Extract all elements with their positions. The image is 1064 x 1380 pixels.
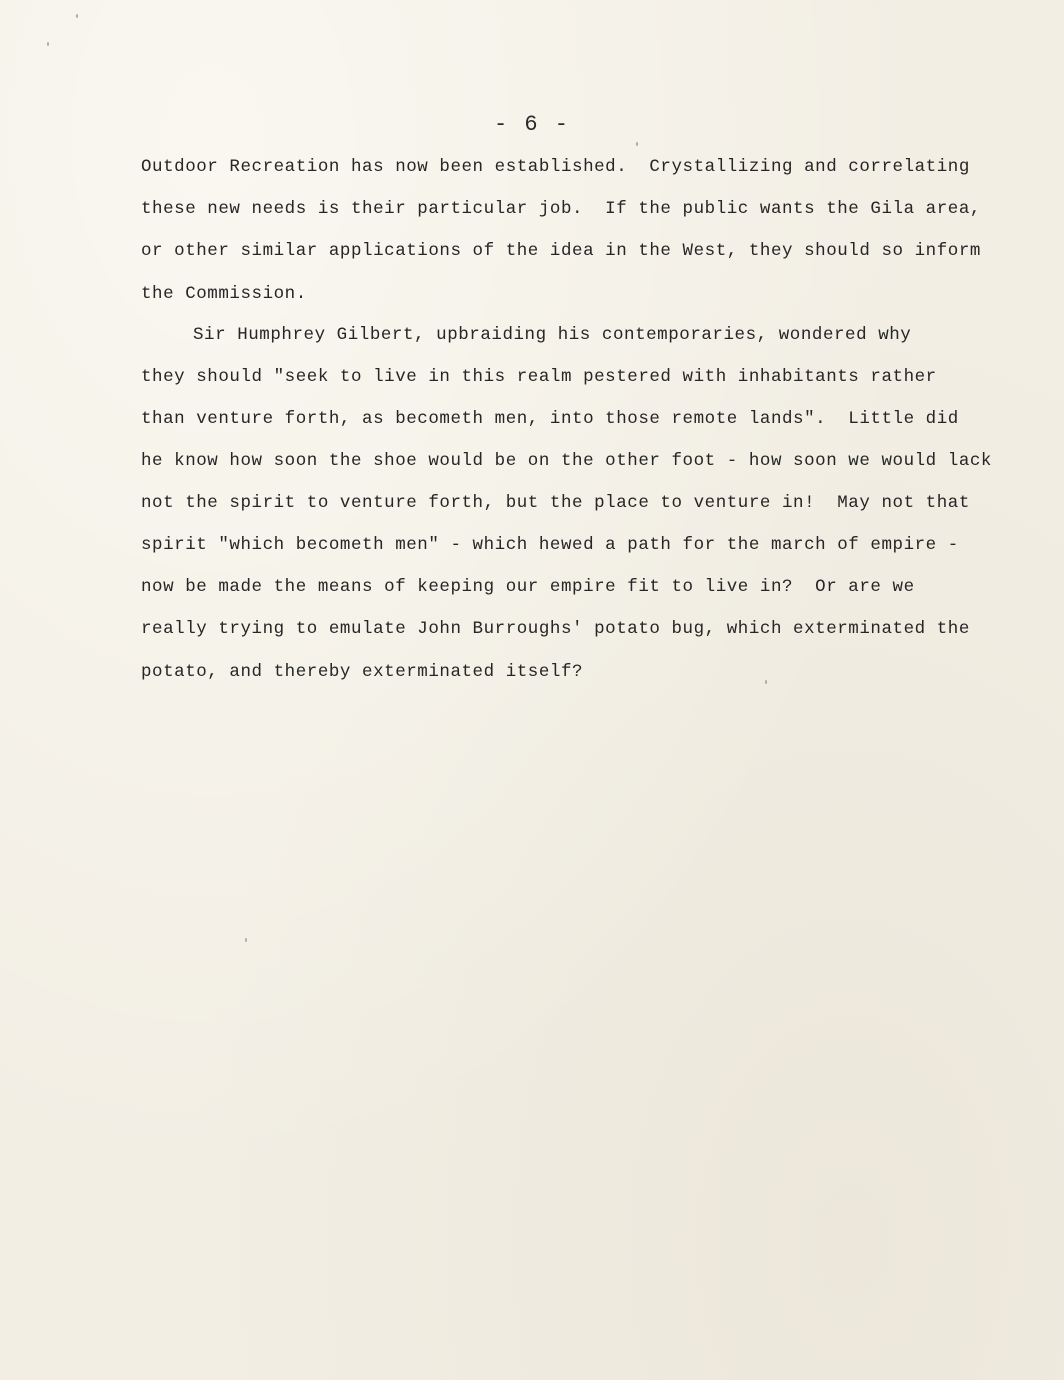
paragraph-2-line: really trying to emulate John Burroughs' potato bug, which exterminated the <box>141 619 970 639</box>
paragraph-1-line: or other similar applications of the idea in the West, they should so inform <box>141 241 981 261</box>
paper-speck <box>76 14 78 18</box>
paper-speck <box>245 938 247 942</box>
paragraph-2-line: than venture forth, as becometh men, into those remote lands". Little did <box>141 409 959 429</box>
paragraph-2-line: Sir Humphrey Gilbert, upbraiding his contemporaries, wondered why <box>193 325 912 345</box>
paragraph-2-line: he know how soon the shoe would be on the other foot - how soon we would lack <box>141 451 992 471</box>
page-number: - 6 - <box>493 112 570 137</box>
paragraph-2-line: spirit "which becometh men" - which hewed a path for the march of empire - <box>141 535 959 555</box>
paragraph-2-line: not the spirit to venture forth, but the place to venture in! May not that <box>141 493 970 513</box>
paragraph-2-line: potato, and thereby exterminated itself? <box>141 662 584 682</box>
paragraph-2-line: now be made the means of keeping our empire fit to live in? Or are we <box>141 577 915 597</box>
paragraph-1-line: Outdoor Recreation has now been established. Crystallizing and correlating <box>141 157 970 177</box>
paper-speck <box>636 142 638 146</box>
paragraph-1-line: the Commission. <box>141 284 307 304</box>
paper-speck <box>47 42 49 46</box>
paragraph-2-line: they should "seek to live in this realm pestered with inhabitants rather <box>141 367 937 387</box>
paragraph-1-line: these new needs is their particular job. If the public wants the Gila area, <box>141 199 981 219</box>
paper-speck <box>765 680 767 684</box>
